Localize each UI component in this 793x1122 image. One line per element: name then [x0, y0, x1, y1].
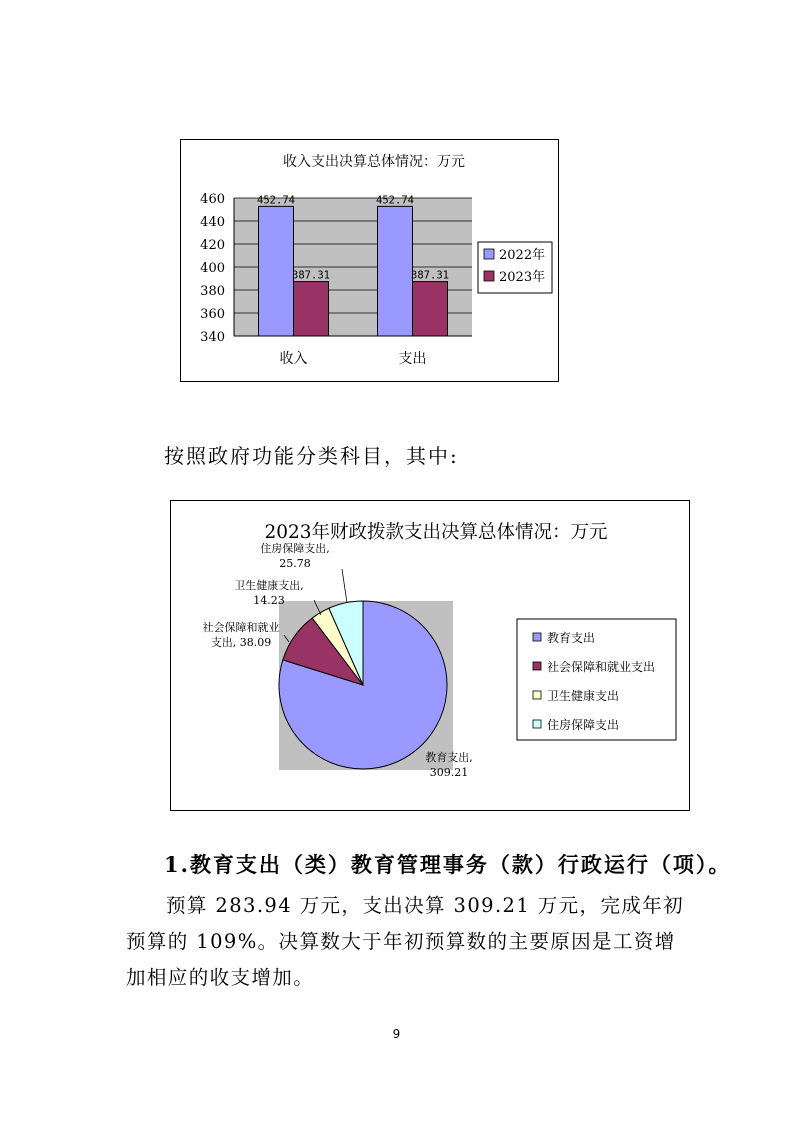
bar — [294, 282, 329, 336]
leader-line — [342, 569, 347, 603]
pie-data-label: 社会保障和就业 — [202, 621, 280, 634]
body-paragraph-text: 预算 283.94 万元，支出决算 309.21 万元，完成年初预算的 109%。决算数大于年初预算数的主要原因是工资增加相应的收支增加。 — [126, 894, 685, 989]
bar-chart-title: 收入支出决算总体情况：万元 — [283, 154, 465, 170]
legend-label: 2023年 — [499, 270, 546, 285]
bar — [378, 206, 413, 336]
y-tick-label: 340 — [200, 330, 225, 345]
section-heading: 1.教育支出（类）教育管理事务（款）行政运行（项）。 — [164, 852, 732, 877]
pie-legend-swatch — [533, 691, 541, 699]
legend-swatch — [484, 271, 494, 281]
pie-data-label: 支出, 38.09 — [210, 636, 272, 649]
appropriation-pie-chart — [170, 500, 690, 811]
x-category-label: 收入 — [279, 351, 308, 367]
bar-value-label: 452.74 — [257, 194, 295, 207]
pie-legend-swatch — [533, 662, 541, 670]
income-expense-bar-chart — [180, 139, 559, 382]
pie-legend-label: 住房保障支出 — [547, 718, 620, 732]
page-number: 9 — [392, 1027, 401, 1041]
pie-legend-swatch — [533, 720, 541, 728]
y-tick-label: 460 — [200, 192, 225, 207]
y-tick-label: 400 — [200, 261, 225, 276]
pie-data-label: 25.78 — [279, 557, 311, 570]
pie-data-label: 住房保障支出, — [260, 542, 330, 555]
pie-data-label: 309.21 — [429, 766, 469, 779]
bar-chart-svg — [181, 140, 560, 383]
body-paragraph — [126, 888, 686, 996]
x-category-label: 支出 — [398, 351, 427, 367]
pie-legend-label: 教育支出 — [547, 631, 596, 645]
bar — [259, 206, 294, 336]
y-tick-label: 380 — [200, 284, 225, 299]
pie-legend-label: 社会保障和就业支出 — [547, 660, 656, 674]
legend-label: 2022年 — [499, 248, 546, 263]
pie-data-label: 14.23 — [253, 594, 285, 607]
pie-chart-title: 2023年财政拨款支出决算总体情况：万元 — [264, 522, 608, 543]
bar-value-label: 452.74 — [376, 194, 414, 207]
legend-swatch — [484, 249, 494, 259]
pie-chart-svg — [171, 501, 691, 812]
pie-legend-label: 卫生健康支出 — [547, 689, 620, 703]
pie-data-label: 卫生健康支出, — [234, 579, 304, 592]
y-tick-label: 360 — [200, 307, 225, 322]
y-tick-label: 420 — [200, 238, 225, 253]
bar-value-label: 387.31 — [411, 269, 449, 282]
bar — [413, 282, 448, 336]
pie-legend-swatch — [533, 633, 541, 641]
intro-text: 按照政府功能分类科目，其中: — [164, 444, 459, 468]
y-tick-label: 440 — [200, 215, 225, 230]
pie-data-label: 教育支出, — [425, 751, 473, 764]
bar-value-label: 387.31 — [292, 269, 330, 282]
